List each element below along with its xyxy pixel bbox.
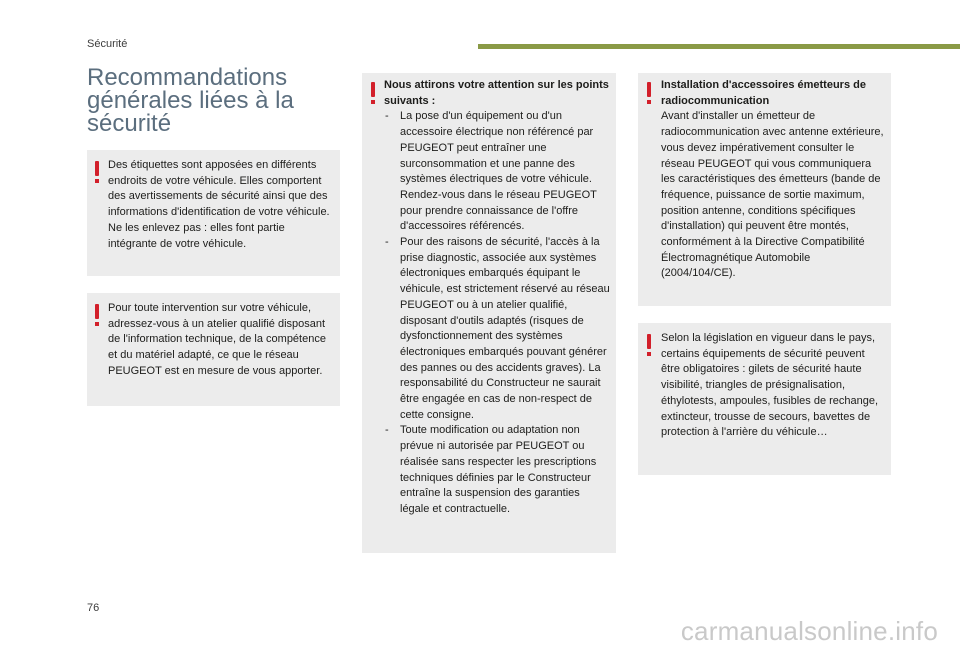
attention-warning-box — [362, 73, 616, 553]
list-item: - Pour des raisons de sécurité, l'accès à la prise diagnostic, associée aux systèmes électroniques embarqués équipant le véhicule, est strictement réservé au réseau PEUGEOT ou à un atelier qualifié, disposant d'outils adaptés (risques de dysfonctionnement des systèmes électroniques embarqués pouvant générer des pannes ou des accidents graves). La responsabilité du Constructeur ne saurait être engagée en cas de non-respect de cette consigne. — [385, 236, 610, 421]
warning-icon — [95, 304, 100, 326]
warning-icon — [647, 334, 652, 356]
warning-icon — [371, 82, 376, 104]
labels-warning-text: Des étiquettes sont apposées en différents endroits de votre véhicule. Elles comportent des avertissements de sécurité ainsi que des informations d'identification de votre véhicule. Ne les enlevez pas : elles font partie intégrante de votre véhicule. — [108, 159, 330, 250]
attention-list — [384, 109, 612, 517]
legislation-text: Selon la législation en vigueur dans le pays, certains équipements de sécurité peuvent être obligatoires : gilets de sécurité haute visibilité, triangles de présignalisation, éthylotests, ampoules, fusibles de rechange, extincteur, trousse de secours, bavettes de protection à l'arrière du véhicule… — [661, 332, 879, 439]
section-rule — [478, 44, 960, 49]
legislation-warning-box — [638, 323, 891, 475]
radio-heading: Installation d'accessoires émetteurs de radiocommunication — [661, 79, 866, 107]
service-warning-box — [87, 293, 340, 406]
labels-warning-box — [87, 150, 340, 276]
radio-text: Avant d'installer un émetteur de radiocommunication avec antenne extérieure, vous devez impérativement consulter le réseau PEUGEOT qui vous communiquera les caractéristiques des émetteurs (bande de fréquence, puissance de sortie maximum, position antenne, conditions spécifiques d'installation) qui peuvent être montés, conformément à la Directive Compatibilité Électromagnétique Automobile (2004/104/CE). — [661, 110, 884, 280]
warning-icon — [647, 82, 652, 104]
warning-icon — [95, 161, 100, 183]
radio-warning-box — [638, 73, 891, 306]
list-item: - La pose d'un équipement ou d'un accessoire électrique non référencé par PEUGEOT peut entraîner une surconsommation et une panne des systèmes électriques de votre véhicule. Rendez-vous dans le réseau PEUGEOT pour prendre connaissance de l'offre d'accessoires référencés. — [385, 110, 597, 233]
section-label: Sécurité — [87, 38, 128, 50]
list-item: - Toute modification ou adaptation non prévue ni autorisée par PEUGEOT ou réalisée sans respecter les prescriptions techniques définies par le Constructeur entraîne la suspension des garanties légale et contractuelle. — [385, 424, 597, 515]
attention-heading: Nous attirons votre attention sur les points suivants : — [384, 79, 609, 107]
watermark: carmanualsonline.info — [680, 616, 938, 646]
service-warning-text: Pour toute intervention sur votre véhicule, adressez-vous à un atelier qualifié disposant de l'information technique, de la compétence et du matériel adapté, ce que le réseau PEUGEOT est en mesure de vous apporter. — [108, 302, 326, 377]
page-number: 76 — [87, 602, 100, 614]
page-title: Recommandations générales liées à la sécurité — [87, 64, 294, 137]
